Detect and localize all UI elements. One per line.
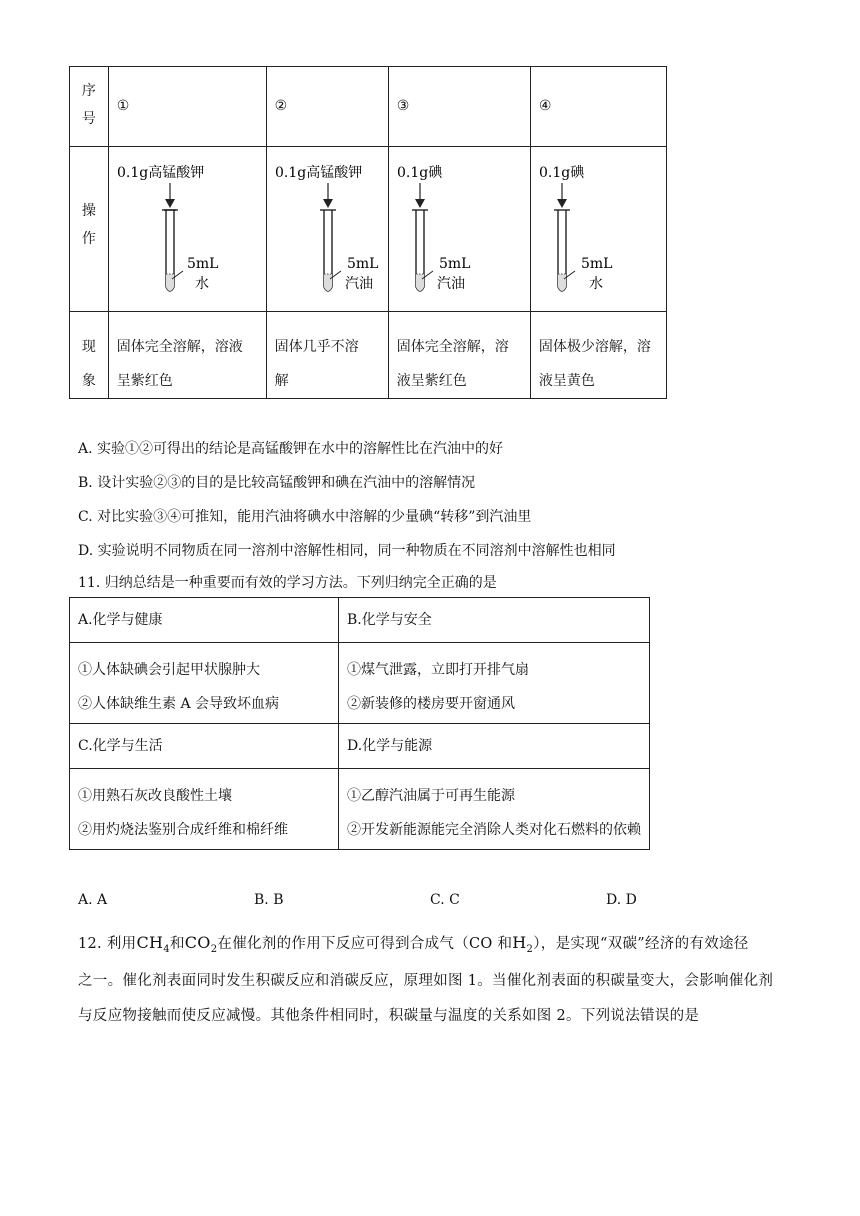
subscript: 2 xyxy=(210,943,218,955)
cell-body-c xyxy=(70,769,339,850)
experiment-number: ③ xyxy=(396,98,410,114)
experiment-number: ① xyxy=(116,98,130,114)
phenomenon-text: 呈紫红色 xyxy=(116,373,173,389)
row-label-operation xyxy=(70,147,109,312)
formula: CO xyxy=(184,933,211,952)
q12-line-1 xyxy=(78,932,749,955)
col-num-1 xyxy=(108,67,266,147)
reagent-label: 0.1g碘 xyxy=(538,165,585,181)
operation-1 xyxy=(108,147,266,312)
test-tube-diagram xyxy=(531,147,667,311)
text: 和 xyxy=(169,936,185,952)
q10-option-b: B. 设计实验②③的目的是比较高锰酸钾和碘在汽油中的溶解情况 xyxy=(78,475,476,491)
cell-body-a xyxy=(70,643,339,724)
phenomenon-1 xyxy=(108,312,266,399)
phenomenon-text: 固体几乎不溶 xyxy=(274,339,359,355)
phenomenon-text: 固体极少溶解，溶 xyxy=(538,339,651,355)
text: ），是实现“双碳”经济的有效途径 xyxy=(533,936,749,952)
answer-b: B. B xyxy=(254,892,284,908)
row-label-phenomenon xyxy=(70,312,109,399)
cell-item: ②用灼烧法鉴别合成纤维和棉纤维 xyxy=(78,822,288,838)
phenomenon-text: 解 xyxy=(274,373,289,389)
experiment-table xyxy=(69,66,667,399)
cell-item: ②新装修的楼房要开窗通风 xyxy=(347,696,515,712)
cell-body-b xyxy=(339,643,650,724)
q11-stem: 11. 归纳总结是一种重要而有效的学习方法。下列归纳完全正确的是 xyxy=(78,575,497,591)
summary-table xyxy=(69,597,650,850)
phenomenon-3 xyxy=(388,312,530,399)
answer-a: A. A xyxy=(78,892,108,908)
reagent-label: 0.1g高锰酸钾 xyxy=(116,165,204,181)
cell-title-b: B.化学与安全 xyxy=(339,598,650,643)
answer-d: D. D xyxy=(606,892,637,908)
cell-title-a: A.化学与健康 xyxy=(70,598,339,643)
q10-option-c: C. 对比实验③④可推知，能用汽油将碘水中溶解的少量碘“转移”到汽油里 xyxy=(78,509,532,525)
cell-item: ①乙醇汽油属于可再生能源 xyxy=(347,788,515,804)
cell-item: ①用熟石灰改良酸性土壤 xyxy=(78,788,232,804)
phenomenon-2 xyxy=(266,312,388,399)
phenomenon-text: 液呈紫红色 xyxy=(396,373,467,389)
cell-item: ②人体缺维生素 A 会导致坏血病 xyxy=(78,696,280,712)
volume-label: 5mL xyxy=(346,256,379,272)
row-label-char: 现 xyxy=(81,339,96,355)
experiment-number: ④ xyxy=(538,98,552,114)
phenomenon-text: 固体完全溶解，溶 xyxy=(396,339,509,355)
q10-option-a: A. 实验①②可得出的结论是高锰酸钾在水中的溶解性比在汽油中的好 xyxy=(78,441,504,457)
text: 在催化剂的作用下反应可得到合成气（CO 和 xyxy=(217,936,513,952)
row-label-char: 作 xyxy=(81,231,96,247)
solvent-label: 汽油 xyxy=(436,276,465,292)
text: 12. 利用 xyxy=(78,936,137,952)
cell-title-c: C.化学与生活 xyxy=(70,724,339,769)
cell-item: ②开发新能源能完全消除人类对化石燃料的依赖 xyxy=(347,822,641,838)
cell-item: ①人体缺碘会引起甲状腺肿大 xyxy=(78,662,260,678)
formula: H xyxy=(512,933,527,952)
operation-2 xyxy=(266,147,388,312)
q12-line-3: 与反应物接触而使反应减慢。其他条件相同时，积碳量与温度的关系如图 2。下列说法错误的是 xyxy=(78,1008,700,1024)
test-tube-diagram xyxy=(389,147,531,311)
row-label-char: 象 xyxy=(81,373,96,389)
phenomenon-text: 固体完全溶解，溶液 xyxy=(116,339,243,355)
solvent-label: 汽油 xyxy=(344,276,373,292)
answer-c: C. C xyxy=(430,892,460,908)
operation-3 xyxy=(388,147,530,312)
row-label-char: 序 xyxy=(81,83,96,99)
col-num-2 xyxy=(266,67,388,147)
experiment-number: ② xyxy=(274,98,288,114)
row-label-index xyxy=(70,67,109,147)
test-tube-diagram xyxy=(109,147,267,311)
row-label-char: 号 xyxy=(81,111,96,127)
q10-option-d: D. 实验说明不同物质在同一溶剂中溶解性相同，同一种物质在不同溶剂中溶解性也相同 xyxy=(78,543,616,559)
q12-line-2: 之一。催化剂表面同时发生积碳反应和消碳反应，原理如图 1。当催化剂表面的积碳量变大，会影响催化剂 xyxy=(78,973,774,989)
solvent-label: 水 xyxy=(588,276,603,292)
cell-item: ①煤气泄露，立即打开排气扇 xyxy=(347,662,529,678)
solvent-label: 水 xyxy=(194,276,209,292)
volume-label: 5mL xyxy=(438,256,471,272)
subscript: 2 xyxy=(526,943,534,955)
col-num-3 xyxy=(388,67,530,147)
cell-title-d: D.化学与能源 xyxy=(339,724,650,769)
phenomenon-4 xyxy=(530,312,666,399)
col-num-4 xyxy=(530,67,666,147)
reagent-label: 0.1g碘 xyxy=(396,165,443,181)
phenomenon-text: 液呈黄色 xyxy=(538,373,595,389)
cell-body-d xyxy=(339,769,650,850)
test-tube-diagram xyxy=(267,147,389,311)
operation-4 xyxy=(530,147,666,312)
reagent-label: 0.1g高锰酸钾 xyxy=(274,165,362,181)
formula: CH xyxy=(136,933,164,952)
volume-label: 5mL xyxy=(580,256,613,272)
subscript: 4 xyxy=(163,943,170,955)
volume-label: 5mL xyxy=(186,256,219,272)
row-label-char: 操 xyxy=(81,203,96,219)
